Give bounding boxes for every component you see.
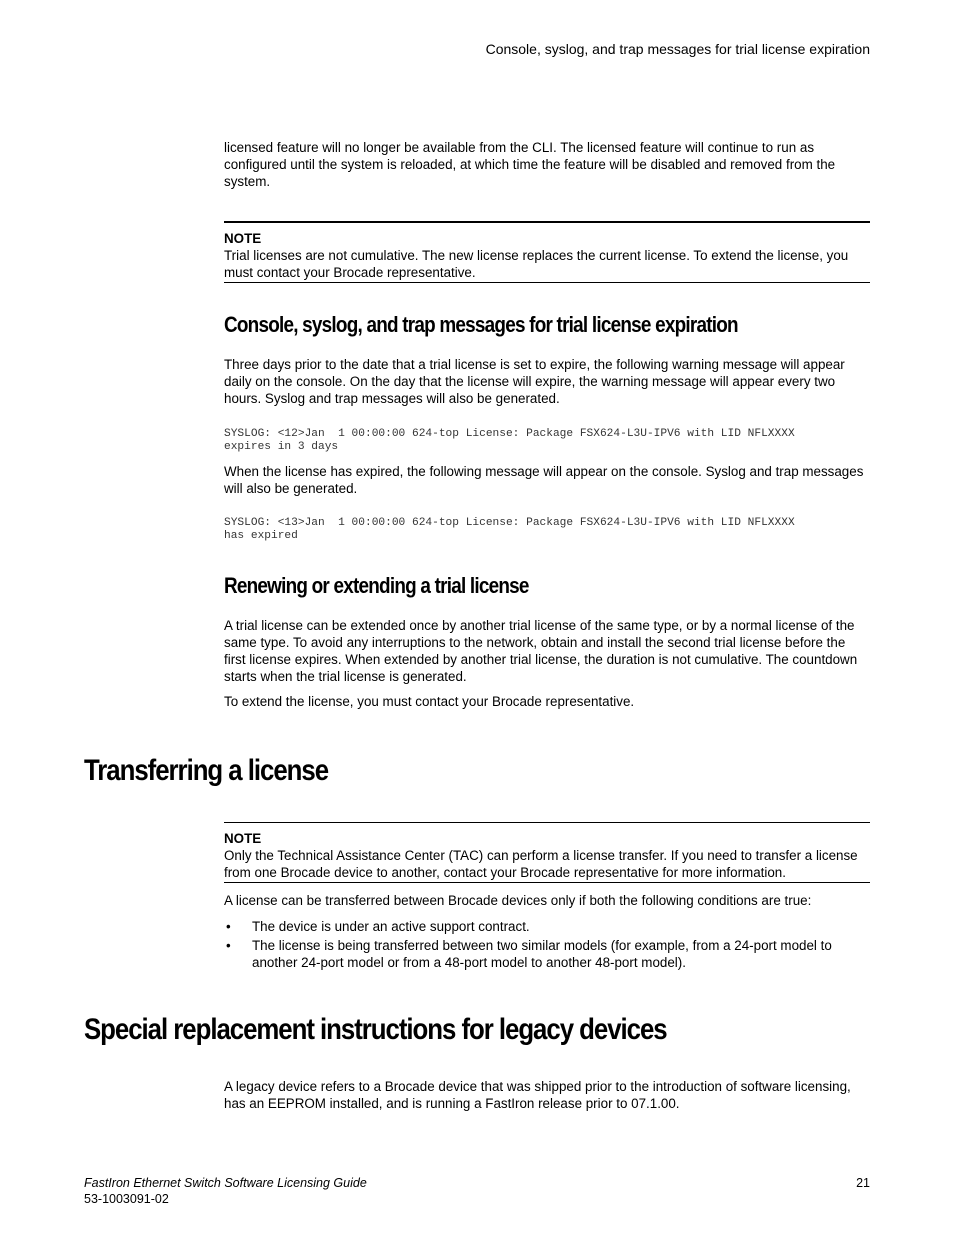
note-label: NOTE <box>224 831 262 846</box>
note-text: Trial licenses are not cumulative. The new license replaces the current license. To extend the license, you must contact your Brocade representative. <box>224 248 849 280</box>
note-bottom-rule <box>224 282 870 283</box>
list-item-text: The device is under an active support contract. <box>252 919 530 934</box>
bullet-marker: • <box>226 938 231 953</box>
code-line: SYSLOG: <13>Jan 1 00:00:00 624-top License: Package FSX624-L3U-IPV6 with LID NFLXXXX <box>224 517 795 529</box>
section-heading-console-messages: Console, syslog, and trap messages for trial license expiration <box>224 312 738 337</box>
paragraph: A trial license can be extended once by another trial license of the same type, or by a normal license of the same type. To avoid any interruptions to the network, obtain and install the second trial license before the first license expires. When extended by another trial license, the duration is not cumulative. The countdown starts when the trial license is generated. <box>224 618 858 684</box>
chapter-heading-legacy-devices: Special replacement instructions for legacy devices <box>84 1013 667 1046</box>
note-text: Only the Technical Assistance Center (TAC) can perform a license transfer. If you need to transfer a license from one Brocade device to another, contact your Brocade representative for more information. <box>224 848 858 880</box>
footer-doc-number: 53-1003091-02 <box>84 1192 169 1206</box>
paragraph: A license can be transferred between Brocade devices only if both the following conditions are true: <box>224 893 812 908</box>
paragraph: When the license has expired, the following message will appear on the console. Syslog and trap messages will also be generated. <box>224 464 864 496</box>
list-item-text: The license is being transferred between two similar models (for example, from a 24-port model to another 24-port model or from a 48-port model to another 48-port model). <box>252 938 832 970</box>
note-label: NOTE <box>224 231 262 246</box>
paragraph: To extend the license, you must contact your Brocade representative. <box>224 694 635 709</box>
paragraph: A legacy device refers to a Brocade device that was shipped prior to the introduction of software licensing, has an EEPROM installed, and is running a FastIron release prior to 07.1.00. <box>224 1079 851 1111</box>
note-top-rule <box>224 221 870 223</box>
footer-guide-title: FastIron Ethernet Switch Software Licensing Guide <box>84 1176 367 1190</box>
code-line: has expired <box>224 530 298 542</box>
paragraph: Three days prior to the date that a trial license is set to expire, the following warning message will appear daily on the console. On the day that the license will expire, the warning message will appear every two hours. Syslog and trap messages will also be generated. <box>224 357 845 406</box>
intro-paragraph: licensed feature will no longer be available from the CLI. The licensed feature will continue to run as configured until the system is reloaded, at which time the feature will be disabled and removed from the system. <box>224 140 836 189</box>
running-header: Console, syslog, and trap messages for trial license expiration <box>485 41 870 57</box>
note-top-rule <box>224 822 870 823</box>
note-bottom-rule <box>224 882 870 883</box>
code-line: SYSLOG: <12>Jan 1 00:00:00 624-top License: Package FSX624-L3U-IPV6 with LID NFLXXXX <box>224 428 795 440</box>
section-heading-renewing: Renewing or extending a trial license <box>224 573 529 598</box>
page-number: 21 <box>856 1176 870 1190</box>
bullet-marker: • <box>226 919 231 934</box>
code-line: expires in 3 days <box>224 441 339 453</box>
chapter-heading-transferring: Transferring a license <box>84 754 329 787</box>
